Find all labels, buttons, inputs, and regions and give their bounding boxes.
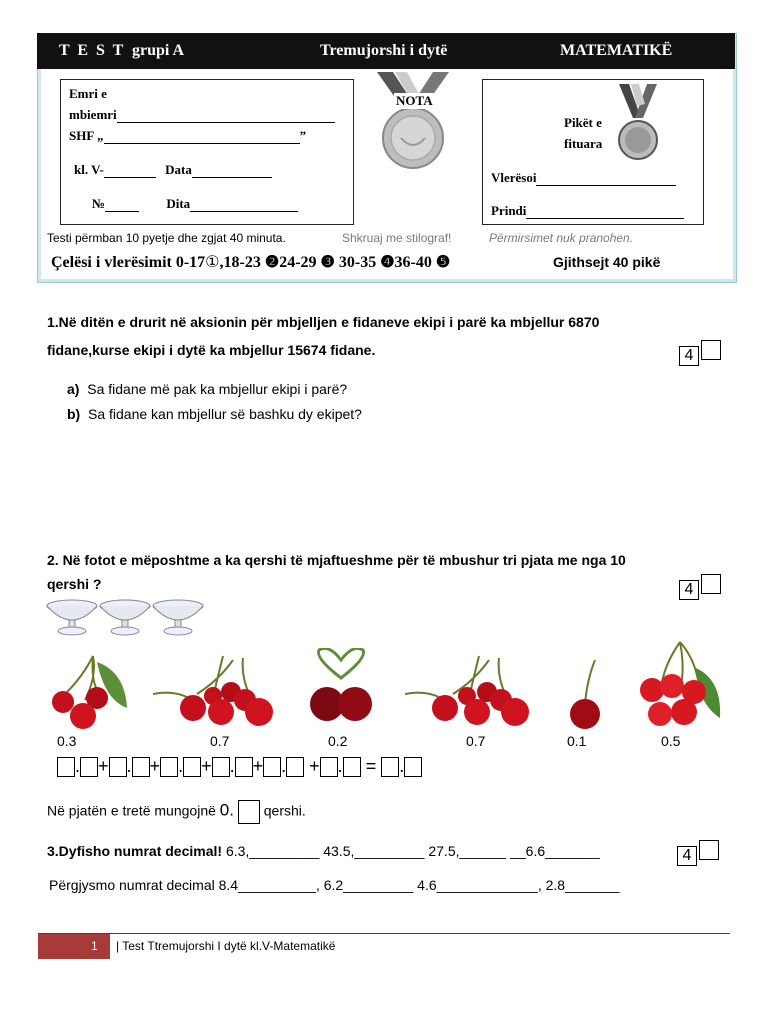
- key-range-5: 36-40: [394, 254, 432, 271]
- total-label: Gjithsejt 40 pikë: [553, 254, 661, 270]
- class-date-row: [74, 162, 272, 178]
- answer-box[interactable]: [183, 757, 201, 777]
- missing-post: qershi.: [263, 802, 306, 819]
- cherries-icon: [303, 648, 381, 730]
- q1-a-text: Sa fidane më pak ka mbjellur ekipi i parë?: [87, 381, 348, 397]
- school-field[interactable]: [104, 131, 300, 144]
- key-range-2: ,18-23: [219, 254, 261, 271]
- cherry-value-2: 0.7: [210, 733, 230, 749]
- decimal-point: .: [337, 756, 343, 776]
- points-medal: [617, 84, 659, 169]
- cherries-icon: [47, 652, 129, 732]
- q2-score: [677, 574, 721, 600]
- evaluator-row: [491, 170, 676, 186]
- cherry-value-3: 0.2: [328, 733, 348, 749]
- decimal-point: .: [281, 756, 287, 776]
- bowl-icon: [153, 600, 203, 635]
- parent-row: [491, 203, 684, 219]
- medal-icon: [371, 72, 455, 174]
- missing-cherries-row: [47, 800, 306, 824]
- points-label-1: Pikët e: [564, 115, 602, 130]
- footer-divider: [38, 933, 730, 934]
- grade-medal: [371, 72, 455, 174]
- key-2: ❷: [264, 254, 280, 271]
- q3-halve-label: Përgjysmo numrat decimal: [49, 877, 215, 893]
- class-field[interactable]: [104, 165, 156, 178]
- decimal-point: .: [126, 756, 132, 776]
- cherry-image-3: [303, 648, 381, 735]
- decimal-point: .: [229, 756, 235, 776]
- answer-box[interactable]: [320, 757, 338, 777]
- plus-sign: +: [309, 756, 320, 776]
- cherry-value-6: 0.5: [661, 733, 681, 749]
- answer-box[interactable]: [109, 757, 127, 777]
- cherry-value-4: 0.7: [466, 733, 486, 749]
- points-label-2: fituara: [564, 136, 603, 151]
- answer-box[interactable]: [263, 757, 281, 777]
- q3-max-score: 4: [677, 846, 697, 866]
- footer-accent: [38, 934, 110, 959]
- answer-box[interactable]: [404, 757, 422, 777]
- parent-label: Prindi: [491, 203, 527, 218]
- footer-text: | Test Ttremujorshi I dytë kl.V-Matematikë: [116, 939, 336, 953]
- plus-sign: +: [252, 756, 264, 776]
- term-label: Tremujorshi i dytë: [320, 42, 448, 59]
- pen-text: Shkruaj me stilograf!: [342, 231, 452, 245]
- q2-max-score: 4: [679, 580, 699, 600]
- answer-box[interactable]: [160, 757, 178, 777]
- page-number: 1: [91, 939, 98, 953]
- q3-halve-row: [49, 877, 620, 893]
- answer-box[interactable]: [235, 757, 253, 777]
- bowls-image: [45, 598, 207, 645]
- cherry-value-1: 0.3: [57, 733, 77, 749]
- key-3: ❸: [320, 254, 335, 271]
- q3-label: 3.Dyfisho numrat decimal!: [47, 843, 223, 859]
- name-field[interactable]: [117, 110, 335, 123]
- q1-line1: 1.Në ditën e drurit në aksionin për mbjelljen e fidaneve ekipi i parë ka mbjellur 6870: [47, 314, 600, 330]
- answer-box[interactable]: [132, 757, 150, 777]
- key-range-3: 24-29: [279, 254, 317, 271]
- medal-icon: [617, 84, 659, 164]
- addition-equation: [57, 756, 422, 777]
- q1-a-label: a): [67, 381, 80, 397]
- q3-score-input[interactable]: [699, 840, 719, 860]
- evaluator-field[interactable]: [536, 173, 676, 186]
- answer-box[interactable]: [57, 757, 75, 777]
- cherry-image-5: [565, 658, 605, 735]
- answer-box[interactable]: [286, 757, 304, 777]
- day-label: Dita: [166, 196, 191, 211]
- q2-line1: 2. Në fotot e mëposhtme a ka qershi të mjaftueshme për të mbushur tri pjata me nga 10: [47, 552, 626, 568]
- bowl-icon: [47, 600, 97, 635]
- q1-score: [677, 340, 721, 366]
- day-field[interactable]: [190, 199, 298, 212]
- q3-halve-items: 8.4__________, 6.2_________ 4.6_____________, 2.8_______: [218, 877, 620, 893]
- cherry-image-1: [47, 652, 129, 737]
- number-field[interactable]: [105, 199, 139, 212]
- q1-b-label: b): [67, 406, 81, 422]
- test-label: T E S T: [59, 42, 126, 59]
- date-field[interactable]: [192, 165, 272, 178]
- name-label-1: Emri e: [69, 86, 107, 101]
- q1-max-score: 4: [679, 346, 699, 366]
- plus-sign: +: [98, 756, 109, 776]
- q1-b-text: Sa fidane kan mbjellur së bashku dy ekipet?: [88, 406, 362, 422]
- school-label: SHF „: [69, 128, 104, 143]
- grading-key: [51, 252, 450, 272]
- q3-score: [675, 840, 719, 866]
- cherry-icon: [565, 658, 605, 730]
- school-field-row: [69, 128, 306, 144]
- q1-score-input[interactable]: [701, 340, 721, 360]
- plus-sign: +: [149, 756, 161, 776]
- q1-line2: fidane,kurse ekipi i dytë ka mbjellur 15674 fidane.: [47, 342, 376, 358]
- school-close: ”: [299, 128, 307, 143]
- info-text: Testi përmban 10 pyetje dhe zgjat 40 minuta.: [47, 231, 286, 245]
- q2-score-input[interactable]: [701, 574, 721, 594]
- decimal-point: .: [178, 756, 184, 776]
- cherries-icon: [405, 652, 535, 732]
- evaluator-label: Vlerësoi: [491, 170, 537, 185]
- answer-box[interactable]: [80, 757, 98, 777]
- parent-field[interactable]: [526, 206, 684, 219]
- decimal-point: .: [399, 756, 405, 776]
- subject-label: MATEMATIKË: [560, 42, 673, 59]
- decimal-point: .: [75, 756, 81, 776]
- grade-label: NOTA: [396, 93, 433, 108]
- cherries-icon: [636, 640, 722, 732]
- class-label: kl. V-: [74, 162, 104, 177]
- number-label: №: [92, 196, 106, 211]
- name-field-row: [69, 107, 335, 123]
- q2-line2: qershi ?: [47, 576, 102, 592]
- q3-double-row: [47, 843, 600, 859]
- corrections-text: Përmirsimet nuk pranohen.: [489, 231, 634, 245]
- key-1: ①: [205, 254, 220, 271]
- missing-answer-box[interactable]: [238, 800, 260, 824]
- answer-box[interactable]: [343, 757, 361, 777]
- cherry-image-2: [153, 652, 278, 737]
- bowl-icon: [100, 600, 150, 635]
- missing-pre: Në pjatën e tretë mungojnë: [47, 802, 216, 819]
- title-bar: [37, 33, 735, 69]
- q3-double-items: 6.3,_________ 43.5,_________ 27.5,______ __6.6_______: [225, 843, 600, 859]
- answer-box[interactable]: [212, 757, 230, 777]
- cherry-value-5: 0.1: [567, 733, 587, 749]
- date-label: Data: [165, 162, 192, 177]
- name-label-2: mbiemri: [69, 107, 117, 122]
- missing-num: 0.: [219, 800, 234, 820]
- cherries-icon: [153, 652, 278, 732]
- q1-a: [67, 381, 347, 397]
- equals-sign: =: [365, 756, 377, 776]
- answer-box[interactable]: [381, 757, 399, 777]
- cherry-image-4: [405, 652, 535, 737]
- cherry-image-6: [636, 640, 722, 737]
- key-5: ❺: [435, 254, 451, 271]
- plus-sign: +: [201, 756, 212, 776]
- group-label: grupi A: [132, 42, 185, 59]
- key-range-4: 30-35: [338, 254, 377, 271]
- key-label: Çelësi i vlerësimit 0-17: [51, 254, 206, 271]
- key-4: ❹: [380, 254, 395, 271]
- number-day-row: [92, 196, 298, 212]
- q1-b: [67, 406, 362, 422]
